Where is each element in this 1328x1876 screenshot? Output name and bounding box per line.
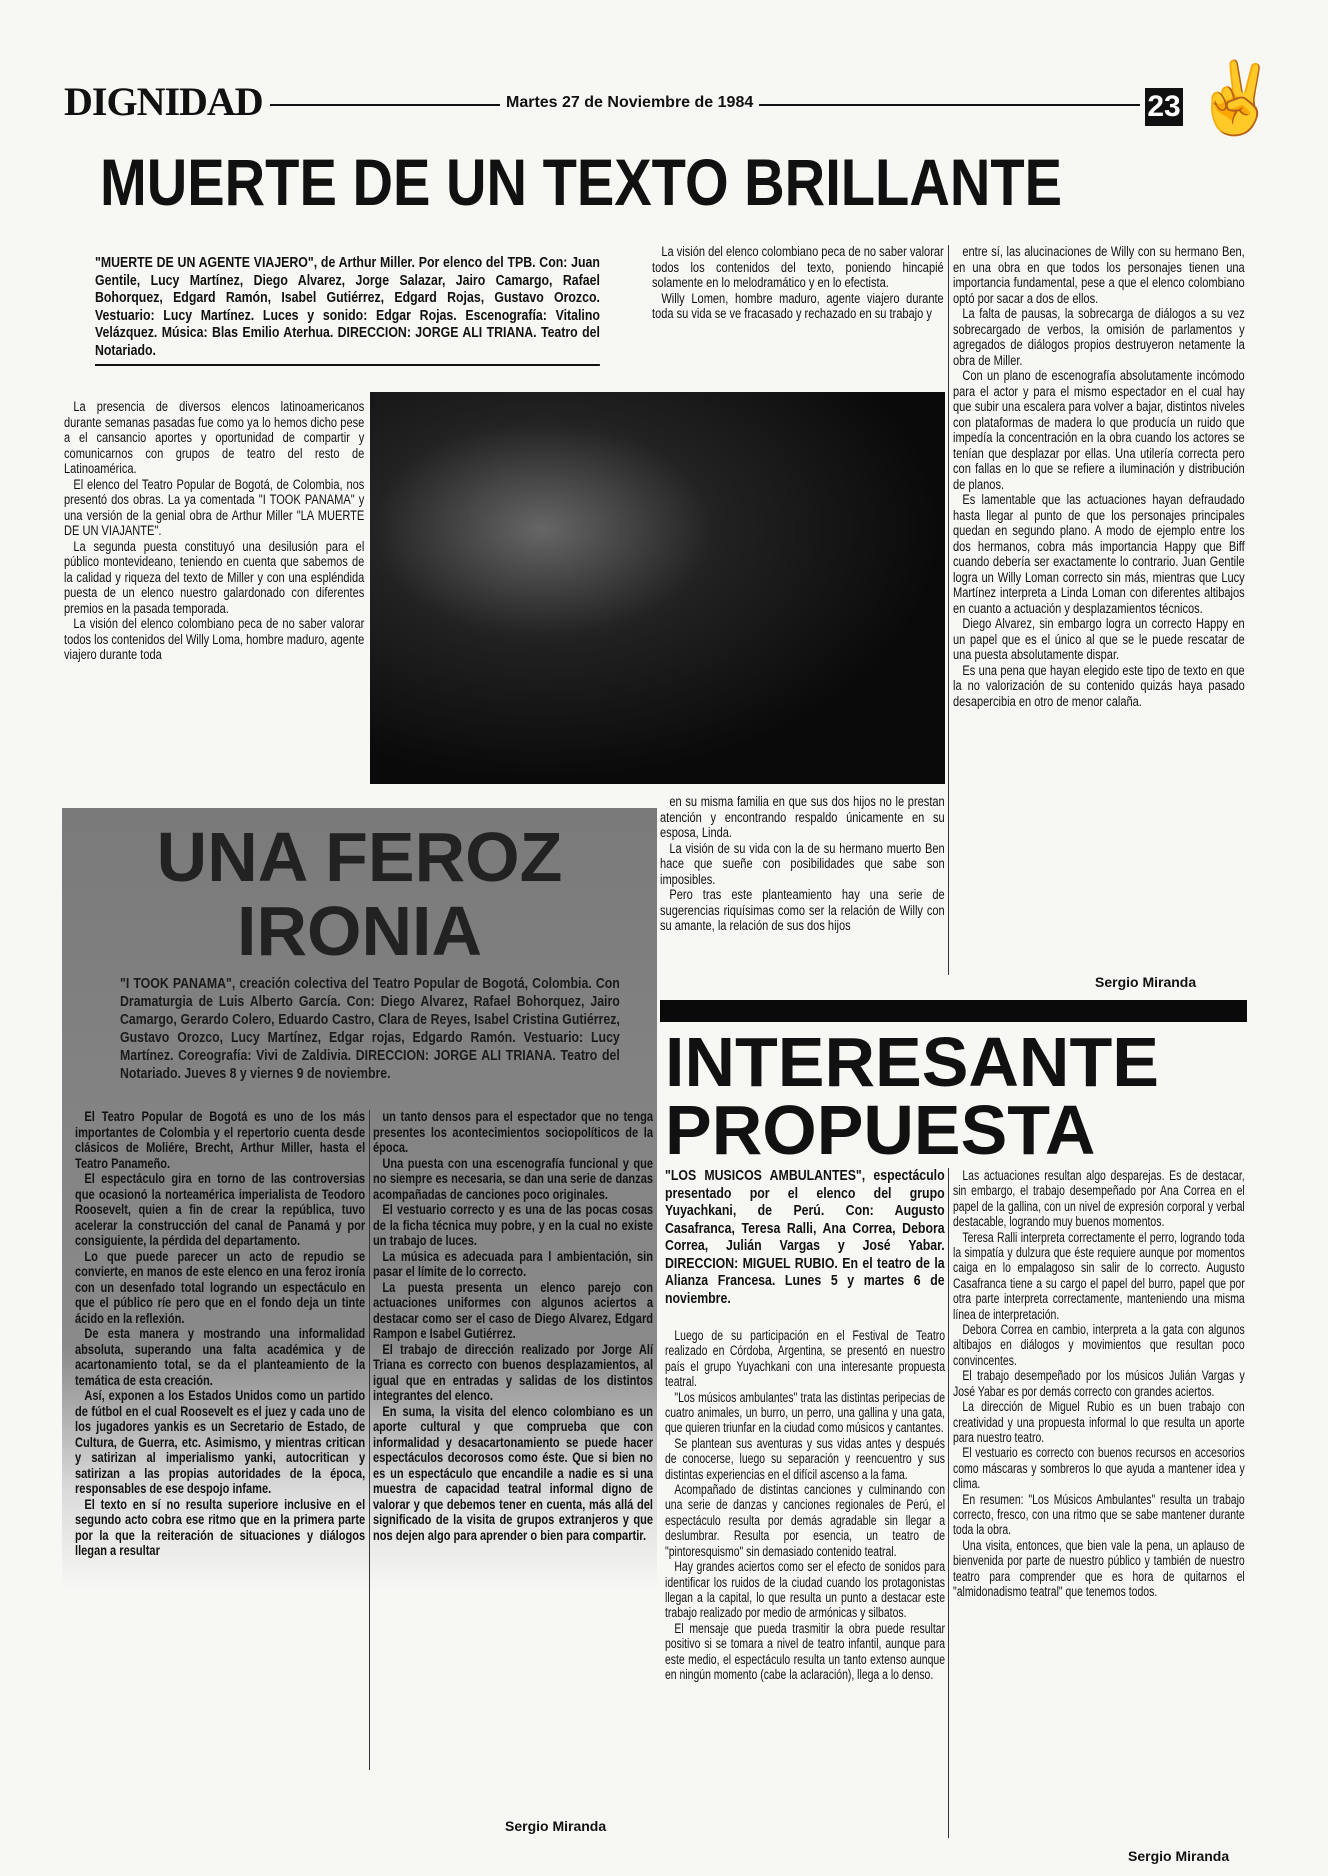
article1-column2-top — [652, 245, 944, 323]
black-bar — [660, 1000, 1247, 1022]
stage-photo — [370, 392, 945, 784]
headline-line1: INTERESANTE — [665, 1023, 1159, 1101]
paragraph: "Los músicos ambulantes" trata las distintas peripecias de cuatro animales, un burro, un perro, una gallina y una gata, que quieren triunfar en la ciudad como músicos y cantantes. — [665, 1389, 946, 1436]
article1-column3 — [953, 245, 1245, 710]
paragraph: De esta manera y mostrando una informalidad absoluta, superando una falta académica y de acartonamiento total, se da el planteamiento de la temática de esta creación. — [75, 1326, 366, 1389]
headline-muerte: MUERTE DE UN TEXTO BRILLANTE — [100, 145, 1063, 219]
paragraph: La presencia de diversos elencos latinoamericanos durante semanas pasadas fue como ya lo hemos dicho pese a el cansancio aportes y oportunidad de compartir y comunicarnos con grupos de teatro del resto de Latinoamérica. — [64, 399, 365, 477]
paragraph: El texto en sí no resulta superiore inclusive en el segundo acto cobra ese ritmo que en la primera parte por la que la reiteración de situaciones y diálogos llegan a resultar — [75, 1496, 366, 1559]
masthead-logo: DIGNIDAD — [64, 79, 263, 124]
paragraph: entre sí, las alucinaciones de Willy con su hermano Ben, en una obra en que todos los personajes tienen una importancia fundamental, pese a que el elenco colombiano optó por sacar a dos de ellos. — [953, 244, 1245, 307]
paragraph: Teresa Ralli interpreta correctamente el perro, logrando toda la simpatía y dulzura que éste requiere aunque por momentos caiga en lo empalagoso sin salir de lo correcto. Augusto Casafranca tiene a su cargo el papel del burro, papel que por otra parte interpreta correctamente, manteniendo una misma línea de interpretación. — [953, 1229, 1245, 1322]
column-divider — [948, 245, 949, 975]
paragraph: El espectáculo gira en torno de las controversias que ocasionó la norteamérica imperialista de Teodoro Roosevelt, quien a fin de crear la república, tuvo acelerar la construcción del canal de Panamá y por consiguiente, la pérdida del departamento. — [75, 1171, 366, 1249]
credits-muerte: "MUERTE DE UN AGENTE VIAJERO", de Arthur Miller. Por elenco del TPB. Con: Juan Gentile, Lucy Martínez, Diego Alvarez, Jorge Salazar, Jairo Camargo, Rafael Bohorquez, Edgard Ramón, Isabel Gutiérrez, Edgard Rojas, Gustavo Orozco. Vestuario: Lucy Martínez. Luces y sonido: Edgar Rojas. Escenografía: Vitalino Velázquez. Música: Blas Emilio Aterhua. DIRECCION: JORGE ALI TRIANA. Teatro del Notariado. — [95, 255, 600, 366]
paragraph: La falta de pausas, la sobrecarga de diálogos a su vez sobrecargado de verbos, la omisión de parlamentos y agregados de diálogos propios destruyeron netamente la obra de Miller. — [953, 306, 1245, 369]
paragraph: Una visita, entonces, que bien vale la pena, un aplauso de bienvenida por parte de nuestro público y también de nuestro teatro para comprender que es hora de quitarnos el "almidonadismo teatral" que tenemos todos. — [953, 1537, 1245, 1599]
paragraph: La visión del elenco colombiano peca de no saber valorar todos los contenidos del texto, poniendo hincapié solamente en lo melodramático y en lo efectista. — [652, 244, 944, 291]
paragraph: un tanto densos para el espectador que no tenga presentes los acontecimientos sociopolíticos de la época. — [373, 1109, 654, 1156]
paragraph: El vestuario es correcto con buenos recursos en accesorios como máscaras y sombreros lo que ayuda a mantener idea y clima. — [953, 1445, 1245, 1492]
paragraph: El elenco del Teatro Popular de Bogotá, de Colombia, nos presentó dos obras. La ya comentada "I TOOK PANAMA" y una versión de la genial obra de Arthur Miller "LA MUERTE DE UN VIAJANTE". — [64, 476, 365, 539]
victory-hand-icon: ✌ — [1192, 59, 1280, 137]
issue-date: Martes 27 de Noviembre de 1984 — [500, 94, 759, 112]
paragraph: Luego de su participación en el Festival de Teatro realizado en Córdoba, Argentina, se presentó en nuestro país el grupo Yuyachkani con una interesante propuesta teatral. — [665, 1328, 946, 1390]
byline: Sergio Miranda — [505, 1818, 607, 1834]
paragraph: Así, exponen a los Estados Unidos como un partido de fútbol en el cual Roosevelt es el juez y cada uno de los jugadores yankis es un Secretario de Estado, de Cultura, de Guerra, etc. Asimismo, y mientras critican y satirizan al imperialismo yanki, autocritican y satirizan a las propias autoridades de la época, responsables de ese despojo infame. — [75, 1388, 366, 1497]
paragraph: El Teatro Popular de Bogotá es uno de los más importantes de Colombia y el repertorio cuenta desde clásicos de Moliére, Brecht, Arthur Miller, hasta el Teatro Panameño. — [75, 1109, 366, 1172]
paragraph: El vestuario correcto y es una de las pocas cosas de la ficha técnica muy pobre, y en la cual no existe un trabajo de luces. — [373, 1202, 654, 1249]
column-divider — [369, 1110, 370, 1770]
paragraph: Diego Alvarez, sin embargo logra un correcto Happy en un papel que es el único al que se le puede rescatar de una puesta absolutamente dispar. — [953, 616, 1245, 663]
paragraph: Las actuaciones resultan algo desparejas. Es de destacar, sin embargo, el trabajo desempeñado por Ana Correa en el papel de la gallina, con un nivel de expresión corporal y verbal destacable, logrando muy buenos momentos. — [953, 1168, 1245, 1230]
paragraph: Es una pena que hayan elegido este tipo de texto en que la no valorización de su contenido quizás haya pasado desapercibia en otro de menor calaña. — [953, 662, 1245, 710]
paragraph: La música es adecuada para l ambientación, sin pasar el límite de lo correcto. — [373, 1248, 654, 1280]
paragraph: El mensaje que pueda trasmitir la obra puede resultar positivo si se tomara a nivel de teatro infantil, aunque para este medio, el espectáculo resulta un tanto extenso aunque en ningún momento (cabe la aclaración), llega a lo denso. — [665, 1620, 946, 1682]
paragraph: La visión de su vida con la de su hermano muerto Ben hace que sueñe con posibilidades que sabe son imposibles. — [660, 840, 945, 888]
article2-columnA — [75, 1110, 365, 1560]
headline-feroz-ironia: UNA FEROZ IRONIA — [156, 818, 563, 970]
paragraph: Acompañado de distintas canciones y culminando con una serie de danzas y canciones regionales de Perú, el espectáculo resulta por demás agradable sin llegar a deslumbrar. Resulta por esencia, un teatro de "pintoresquismo" sin demasiado contenido teatral. — [665, 1482, 946, 1559]
paragraph: Pero tras este planteamiento hay una serie de sugerencias riquísimas como ser la relación de Willy con su amante, la relación de sus dos hijos — [660, 887, 945, 934]
paragraph: en su misma familia en que sus dos hijos no le prestan atención y encontrando respaldo únicamente en su esposa, Linda. — [660, 794, 945, 841]
paragraph: Se plantean sus aventuras y sus vidas antes y después de conocerse, luego su separación y reencuentro y sus distintas experiencias en el difícil ascenso a la fama. — [665, 1435, 946, 1482]
paragraph: Lo que puede parecer un acto de repudio se convierte, en manos de este elenco en una feroz ironía con un desenfado total logrando un espectáculo en que el público ríe pero que en el fondo deja un tinte ácido en la reflexión. — [75, 1248, 366, 1327]
paragraph: Debora Correa en cambio, interpreta a la gata con algunos altibajos en diálogos y movimientos que resultan poco convincentes. — [953, 1322, 1245, 1368]
column-divider — [948, 1168, 949, 1838]
credits-interesante: "LOS MUSICOS AMBULANTES", espectáculo presentado por el elenco del grupo Yuyachkani, de Perú. Con: Augusto Casafranca, Teresa Ralli, Ana Correa, Debora Correa, Julián Vargas y José Yabar. DIRECCION: MIGUEL RUBIO. En el teatro de la Alianza Francesa. Lunes 5 y martes 6 de noviembre. — [665, 1168, 945, 1307]
headline-interesante-propuesta — [665, 1023, 1159, 1169]
credits-feroz-ironia: "I TOOK PANAMA", creación colectiva del Teatro Popular de Bogotá, Colombia. Con Dramaturgia de Luis Alberto García. Con: Diego Alvarez, Rafael Bohorquez, Jairo Camargo, Gerardo Colero, Eduardo Castro, Clara de Reyes, Isabel Cristina Gutiérrez, Gustavo Orozco, Lucy Martínez, Edgar rojas, Edgardo Ramón. Vestuario: Lucy Martínez. Coreografía: Vivi de Zaldivia. DIRECCION: JORGE ALI TRIANA. Teatro del Notariado. Jueves 8 y viernes 9 de noviembre. — [120, 976, 620, 1082]
article1-column2-bottom — [660, 795, 945, 935]
article2-columnB — [373, 1110, 653, 1544]
paragraph: Willy Lomen, hombre maduro, agente viajero durante toda su vida se ve fracasado y rechazado en su trabajo y — [652, 290, 944, 322]
article3-column1 — [665, 1328, 945, 1682]
article3-column2 — [953, 1168, 1245, 1599]
page-number: 23 — [1145, 88, 1183, 126]
headline-line2: PROPUESTA — [665, 1091, 1096, 1169]
paragraph: La segunda puesta constituyó una desilusión para el público montevideano, teniendo en cuenta que sabemos de la calidad y riqueza del texto de Miller y con una espléndida puesta de un elenco nuestro galardonado con diferentes premios en la pasada temporada. — [64, 538, 365, 617]
paragraph: Con un plano de escenografía absolutamente incómodo para el actor y para el mismo espectador en el cual hay que subir una escalera para volver a bajar, distintos niveles con plataformas de madera lo que producía un ruido que impedía la concentración en la obra cuando los actores se tenían que desplazar por ellas. Una utilería correcta pero con fallas en lo que se refiere a iluminación y distribución de planos. — [953, 368, 1245, 493]
paragraph: Hay grandes aciertos como ser el efecto de sonidos para identificar los ruidos de la ciudad cuando los protagonistas llegan a la capital, lo que resulta un punto a destacar este trabajo realizado por medio de armónicas y silbatos. — [665, 1559, 946, 1621]
paragraph: Es lamentable que las actuaciones hayan defraudado hasta llegar al punto de que los personajes principales quedan en segundo plano. A modo de ejemplo entre los dos hermanos, cobra más importancia Happy que Biff cuando debería ser exactamente lo contrario. Juan Gentile logra un Willy Loman correcto sin más, mientras que Lucy Martínez interpreta a Linda Loman con diferentes altibajos en cuanto a actuación y desplazamientos técnicos. — [953, 492, 1245, 617]
paragraph: La visión del elenco colombiano peca de no saber valorar todos los contenidos del Willy Loma, hombre maduro, agente viajero durante toda — [64, 616, 365, 663]
paragraph: La puesta presenta un elenco parejo con actuaciones uniformes con algunos aciertos a destacar como ser el caso de Diego Alvarez, Edgard Rampon e Isabel Gutiérrez. — [373, 1279, 654, 1342]
paragraph: En suma, la visita del elenco colombiano es un aporte cultural y que comprueba que con informalidad y desacartonamiento se puede hacer espectáculos decorosos como éste. Que si bien no es un espectáculo que encandile a nadie es si una muestra de capacidad teatral informal digno de valorar y que debemos tener en cuenta, más allá del significado de la visita de grupos extranjeros y que nos dejen algo para aprender o bien para compartir. — [373, 1403, 654, 1544]
paragraph: El trabajo de dirección realizado por Jorge Alí Triana es correcto con buenos desplazamientos, al igual que en entradas y salidas de los distintos integrantes del elenco. — [373, 1341, 654, 1404]
byline: Sergio Miranda — [1095, 974, 1197, 990]
byline: Sergio Miranda — [1128, 1848, 1230, 1864]
paragraph: Una puesta con una escenografía funcional y que no siempre es necesaria, se dan una serie de danzas acompañadas de canciones poco originales. — [373, 1155, 654, 1203]
paragraph: El trabajo desempeñado por los músicos Julián Vargas y José Yabar es por demás correcto con grandes aciertos. — [953, 1368, 1245, 1399]
article1-column1 — [64, 400, 364, 664]
paragraph: La dirección de Miguel Rubio es un buen trabajo con creatividad y una propuesta informal lo que resulta un aporte para nuestro teatro. — [953, 1399, 1245, 1445]
paragraph: En resumen: "Los Músicos Ambulantes" resulta un trabajo correcto, fresco, con una ritmo que se sabe mantener durante toda la obra. — [953, 1491, 1245, 1538]
